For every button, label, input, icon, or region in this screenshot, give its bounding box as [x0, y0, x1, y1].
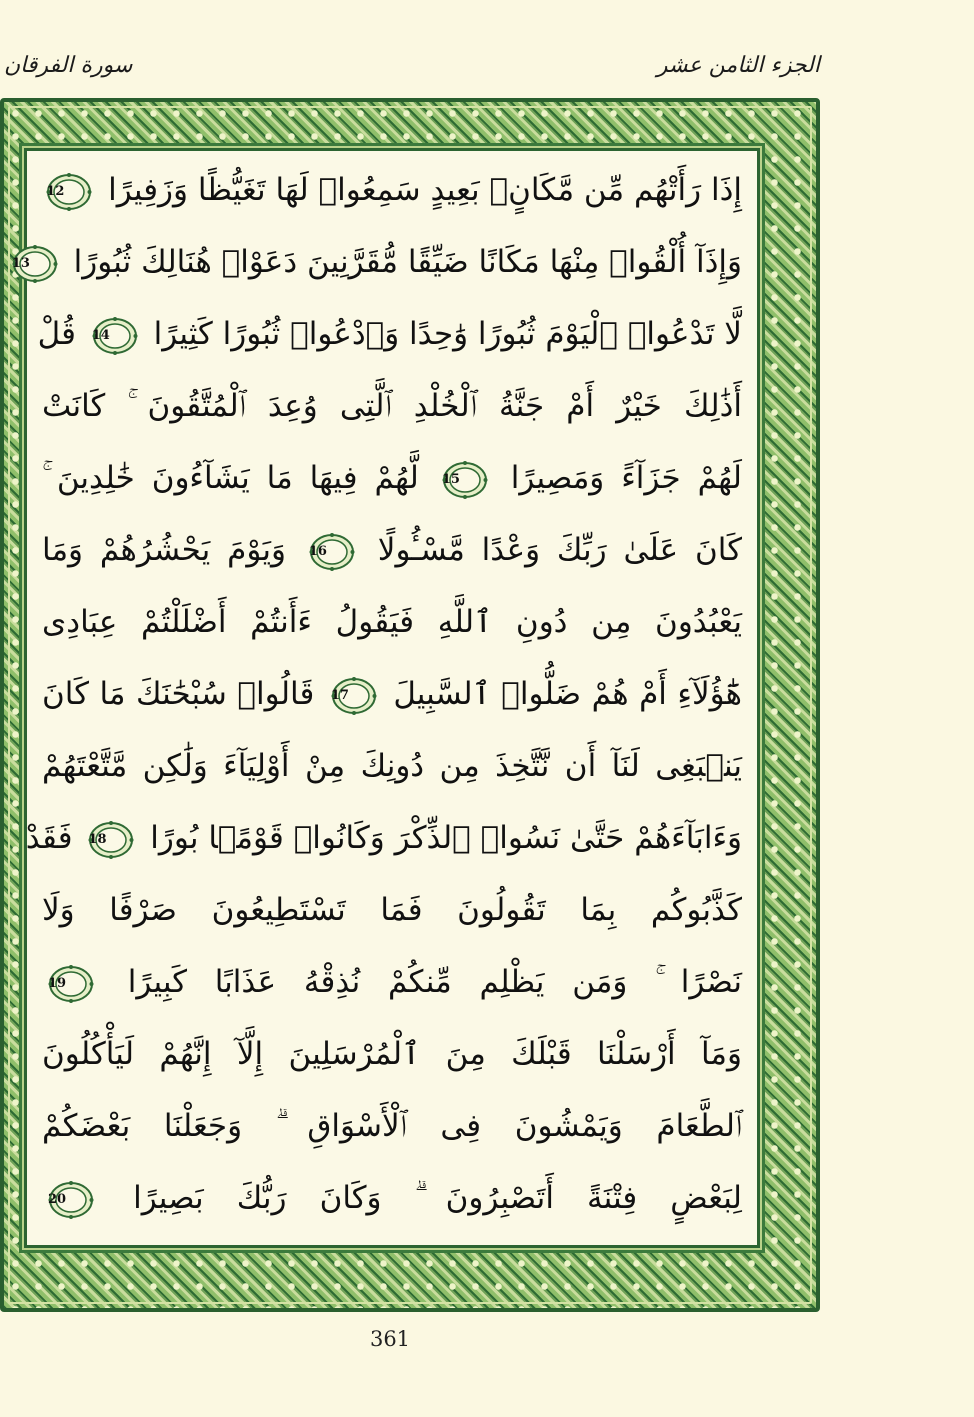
verse-line — [42, 1164, 742, 1232]
juz-header: الجزء الثامن عشر — [656, 53, 820, 78]
ayah-number: 17 — [330, 687, 349, 703]
ayah-number-marker — [309, 532, 355, 572]
verse-text: وَإِذَآ أُلْقُوا۟ مِنْهَا مَكَانًا ضَيِّقًا مُّقَرَّنِينَ دَعَوْا۟ هُنَالِكَ ثُبُورًا — [73, 244, 742, 280]
bleed-through-mark — [930, 605, 970, 665]
ayah-number-marker — [48, 1180, 94, 1220]
verse-line — [42, 444, 742, 512]
verse-text: إِذَا رَأَتْهُم مِّن مَّكَانٍۭ بَعِيدٍ سَمِعُوا۟ لَهَا تَغَيُّظًا وَزَفِيرًا — [108, 172, 742, 208]
verse-text: أَذَٰلِكَ خَيْرٌ أَمْ جَنَّةُ ٱلْخُلْدِ ٱلَّتِى وُعِدَ ٱلْمُتَّقُونَ ۚ كَانَتْ — [42, 388, 742, 424]
verse-text: لِبَعْضٍ فِتْنَةً أَتَصْبِرُونَ ۗ وَكَانَ رَبُّكَ بَصِيرًا — [133, 1180, 742, 1216]
verse-line — [42, 876, 742, 944]
verse-text: يَنۢبَغِى لَنَآ أَن نَّتَّخِذَ مِن دُونِكَ مِنْ أَوْلِيَآءَ وَلَٰكِن مَّتَّعْتَهُمْ — [42, 748, 742, 784]
page-number: 361 — [369, 1327, 411, 1351]
ayah-number-marker — [88, 820, 134, 860]
ayah-number-marker — [48, 964, 94, 1004]
ayah-number: 12 — [46, 183, 65, 199]
verse-line — [42, 588, 742, 656]
verse-text: كَذَّبُوكُم بِمَا تَقُولُونَ فَمَا تَسْتَطِيعُونَ صَرْفًا وَلَا — [42, 892, 742, 928]
verse-line — [11, 228, 742, 296]
verse-line — [42, 948, 742, 1016]
verse-lines — [11, 148, 760, 1248]
verse-text: وَءَابَآءَهُمْ حَتَّىٰ نَسُوا۟ ٱلذِّكْرَ وَكَانُوا۟ قَوْمًۢا بُورًا — [150, 820, 742, 856]
ayah-number: 18 — [88, 831, 107, 847]
verse-text-continued: لَّهُمْ فِيهَا مَا يَشَآءُونَ خَٰلِدِينَ ۚ — [42, 460, 419, 496]
verse-text-continued: قَالُوا۟ سُبْحَٰنَكَ مَا كَانَ — [42, 676, 315, 712]
verse-text-continued: قُلْ — [37, 316, 76, 352]
ayah-number: 16 — [308, 543, 327, 559]
verse-text: وَمَآ أَرْسَلْنَا قَبْلَكَ مِنَ ٱلْمُرْسَلِينَ إِلَّآ إِنَّهُمْ لَيَأْكُلُونَ — [42, 1036, 742, 1072]
verse-line — [42, 156, 742, 224]
verse-text: لَهُمْ جَزَآءً وَمَصِيرًا — [510, 460, 742, 496]
verse-line — [42, 660, 742, 728]
verse-text: ٱلطَّعَامَ وَيَمْشُونَ فِى ٱلْأَسْوَاقِ ۗ وَجَعَلْنَا بَعْضَكُمْ — [42, 1108, 742, 1144]
ayah-number: 19 — [48, 975, 67, 991]
verse-line — [42, 1020, 742, 1088]
ayah-number-marker — [46, 172, 92, 212]
verse-line — [37, 300, 742, 368]
ayah-number-marker — [92, 316, 138, 356]
verse-text: لَّا تَدْعُوا۟ ٱلْيَوْمَ ثُبُورًا وَٰحِدًا وَٱدْعُوا۟ ثُبُورًا كَثِيرًا — [153, 316, 742, 352]
verse-text-continued: فَقَدْ — [25, 820, 73, 856]
verse-line — [42, 1092, 742, 1160]
bleed-through-mark — [930, 850, 970, 940]
ayah-number-marker — [442, 460, 488, 500]
verse-text: يَعْبُدُونَ مِن دُونِ ٱللَّهِ فَيَقُولُ ءَأَنتُمْ أَضْلَلْتُمْ عِبَادِى — [42, 604, 742, 640]
verse-text: هَٰٓؤُلَآءِ أَمْ هُمْ ضَلُّوا۟ ٱلسَّبِيلَ — [393, 676, 743, 712]
verse-text: كَانَ عَلَىٰ رَبِّكَ وَعْدًا مَّسْـُٔولًا — [377, 532, 742, 568]
verse-line — [42, 372, 742, 440]
verse-line — [42, 732, 742, 800]
ayah-number: 13 — [11, 255, 30, 271]
ayah-number: 15 — [441, 471, 460, 487]
ayah-number: 14 — [91, 327, 110, 343]
verse-text: نَصْرًا ۚ وَمَن يَظْلِم مِّنكُمْ نُذِقْهُ عَذَابًا كَبِيرًا — [127, 964, 742, 1000]
bleed-through-mark — [930, 720, 970, 830]
ayah-number-marker — [331, 676, 377, 716]
verse-line — [25, 804, 742, 872]
ayah-number-marker — [12, 244, 58, 284]
verse-text-continued: وَيَوْمَ يَحْشُرُهُمْ وَمَا — [42, 532, 286, 568]
verse-line — [42, 516, 742, 584]
ayah-number: 20 — [48, 1191, 67, 1207]
surah-header: سورة الفرقان — [4, 53, 133, 78]
